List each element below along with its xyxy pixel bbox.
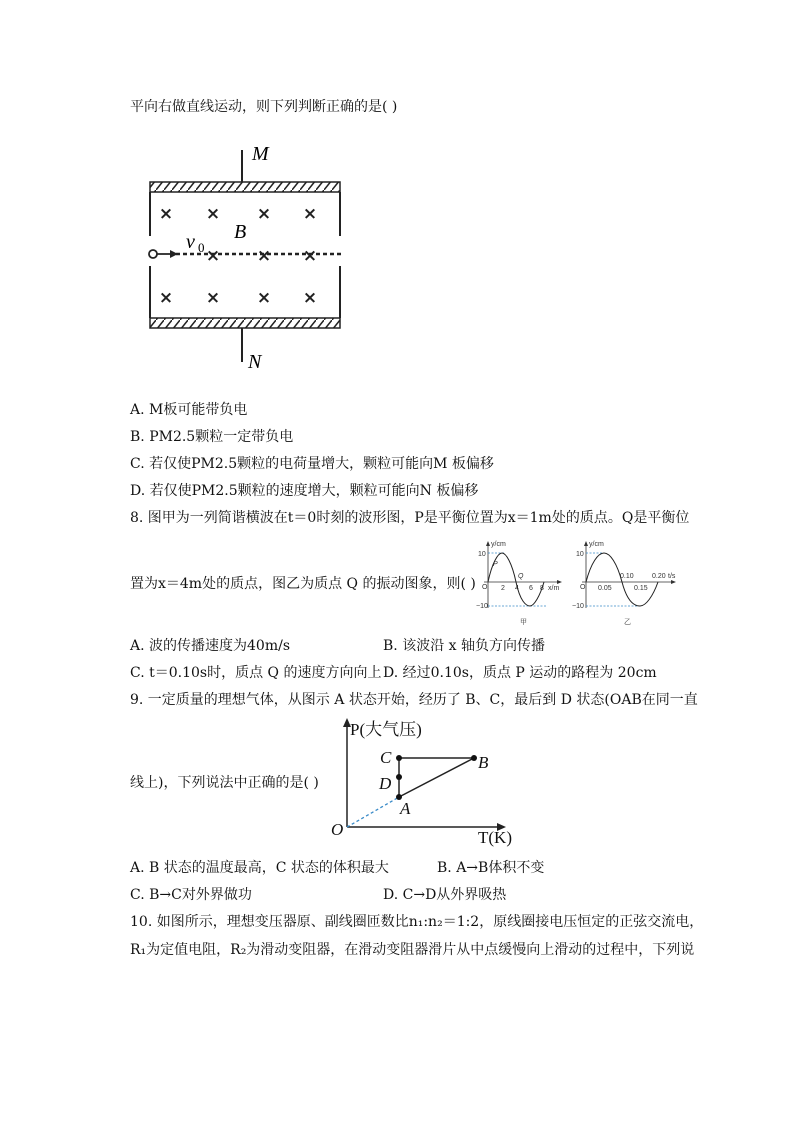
- vib-tick-bottom: −10: [572, 603, 584, 610]
- q8-option-c: C. t＝0.10s时，质点 Q 的速度方向向上: [130, 665, 382, 681]
- q7-option-b: B. PM2.5颗粒一定带负电: [130, 429, 294, 445]
- q8-option-a: A. 波的传播速度为40m/s: [130, 638, 291, 654]
- point-c-dot: [396, 755, 402, 761]
- particle: [149, 250, 157, 258]
- field-cross: ×: [158, 288, 174, 308]
- label-m: M: [252, 143, 269, 165]
- wave-caption: 甲: [520, 619, 527, 626]
- q9-line2: 线上)，下列说法中正确的是( ): [130, 775, 319, 791]
- label-n: N: [248, 351, 262, 373]
- field-cross: ×: [256, 204, 272, 224]
- wave-xlabel: x/m: [548, 585, 560, 592]
- label-b: B: [234, 221, 247, 243]
- vib-tick: 0.20: [652, 573, 666, 580]
- wave-tick: 8: [540, 585, 544, 592]
- wave-tick-bottom: −10: [476, 603, 488, 610]
- wave-tick: 6: [529, 585, 533, 592]
- q7-option-a: A. M板可能带负电: [130, 402, 248, 418]
- pt-ylabel: P(大气压): [350, 720, 422, 739]
- vib-tick: 0.15: [634, 585, 648, 592]
- wave-tick-top: 10: [478, 551, 486, 558]
- vib-tick-top: 10: [576, 551, 584, 558]
- label-v-sub: 0: [198, 240, 205, 255]
- q9-option-d: D. C→D从外界吸热: [383, 887, 507, 903]
- label-v: v: [186, 231, 195, 253]
- vib-origin: O: [580, 584, 586, 591]
- q10-line1: 10. 如图所示，理想变压器原、副线圈匝数比n₁:n₂＝1:2，原线圈接电压恒定的正弦交流电，: [130, 914, 704, 930]
- q9-option-a: A. B 状态的温度最高，C 状态的体积最大: [130, 860, 389, 876]
- q10-line2: R₁为定值电阻，R₂为滑动变阻器，在滑动变阻器滑片从中点缓慢向上滑动的过程中，下列说: [130, 942, 695, 958]
- wave-point-q: Q: [518, 573, 524, 580]
- q8-option-d: D. 经过0.10s，质点 P 运动的路程为 20cm: [383, 665, 657, 681]
- intro-line: 平向右做直线运动，则下列判断正确的是( ): [130, 99, 398, 115]
- field-cross: ×: [205, 246, 221, 266]
- pt-label-b: B: [478, 753, 489, 772]
- vib-xlabel: t/s: [668, 573, 676, 580]
- field-cross: ×: [302, 246, 318, 266]
- q8-option-b: B. 该波沿 x 轴负方向传播: [383, 638, 545, 654]
- vib-ylabel: y/cm: [589, 541, 604, 548]
- wave-point-p: P: [493, 561, 498, 568]
- wave-tick: 2: [501, 585, 505, 592]
- vib-tick: 0.10: [620, 573, 634, 580]
- point-d-dot: [396, 774, 402, 780]
- field-cross: ×: [158, 204, 174, 224]
- q9-pt-diagram: [326, 715, 526, 847]
- field-cross: ×: [302, 288, 318, 308]
- q9-line1: 9. 一定质量的理想气体，从图示 A 状态开始，经历了 B、C，最后到 D 状态(OAB在同一直: [130, 692, 698, 708]
- wave-tick: 4: [515, 585, 519, 592]
- q7-option-d: D. 若仅使PM2.5颗粒的速度增大，颗粒可能向N 板偏移: [130, 483, 479, 499]
- vib-tick: 0.05: [598, 585, 612, 592]
- q9-option-b: B. A→B体积不变: [437, 860, 545, 876]
- pt-label-c: C: [380, 748, 392, 767]
- pt-origin: O: [331, 820, 344, 839]
- q9-option-c: C. B→C对外界做功: [130, 887, 252, 903]
- vib-caption: 乙: [624, 619, 631, 626]
- plate-m: [150, 182, 340, 192]
- pt-xlabel: T(K): [478, 828, 512, 847]
- field-cross: ×: [205, 204, 221, 224]
- wave-origin: O: [482, 584, 488, 591]
- point-b-dot: [471, 755, 477, 761]
- q8-figure-vibration: [570, 538, 680, 626]
- field-cross: ×: [256, 246, 272, 266]
- field-cross: ×: [302, 204, 318, 224]
- q7-figure: [140, 140, 350, 380]
- plate-n: [150, 318, 340, 328]
- pt-label-a: A: [400, 799, 411, 818]
- q8-line2: 置为x＝4m处的质点，图乙为质点 Q 的振动图象，则( ): [130, 576, 476, 592]
- q7-option-c: C. 若仅使PM2.5颗粒的电荷量增大，颗粒可能向M 板偏移: [130, 456, 494, 472]
- field-cross: ×: [256, 288, 272, 308]
- q8-figure-wave: [474, 538, 566, 626]
- pt-label-d: D: [379, 774, 392, 793]
- wave-ylabel: y/cm: [491, 541, 506, 548]
- q8-line1: 8. 图甲为一列简谐横波在t＝0时刻的波形图，P是平衡位置为x＝1m处的质点。Q是平衡位: [130, 510, 690, 526]
- field-cross: ×: [205, 288, 221, 308]
